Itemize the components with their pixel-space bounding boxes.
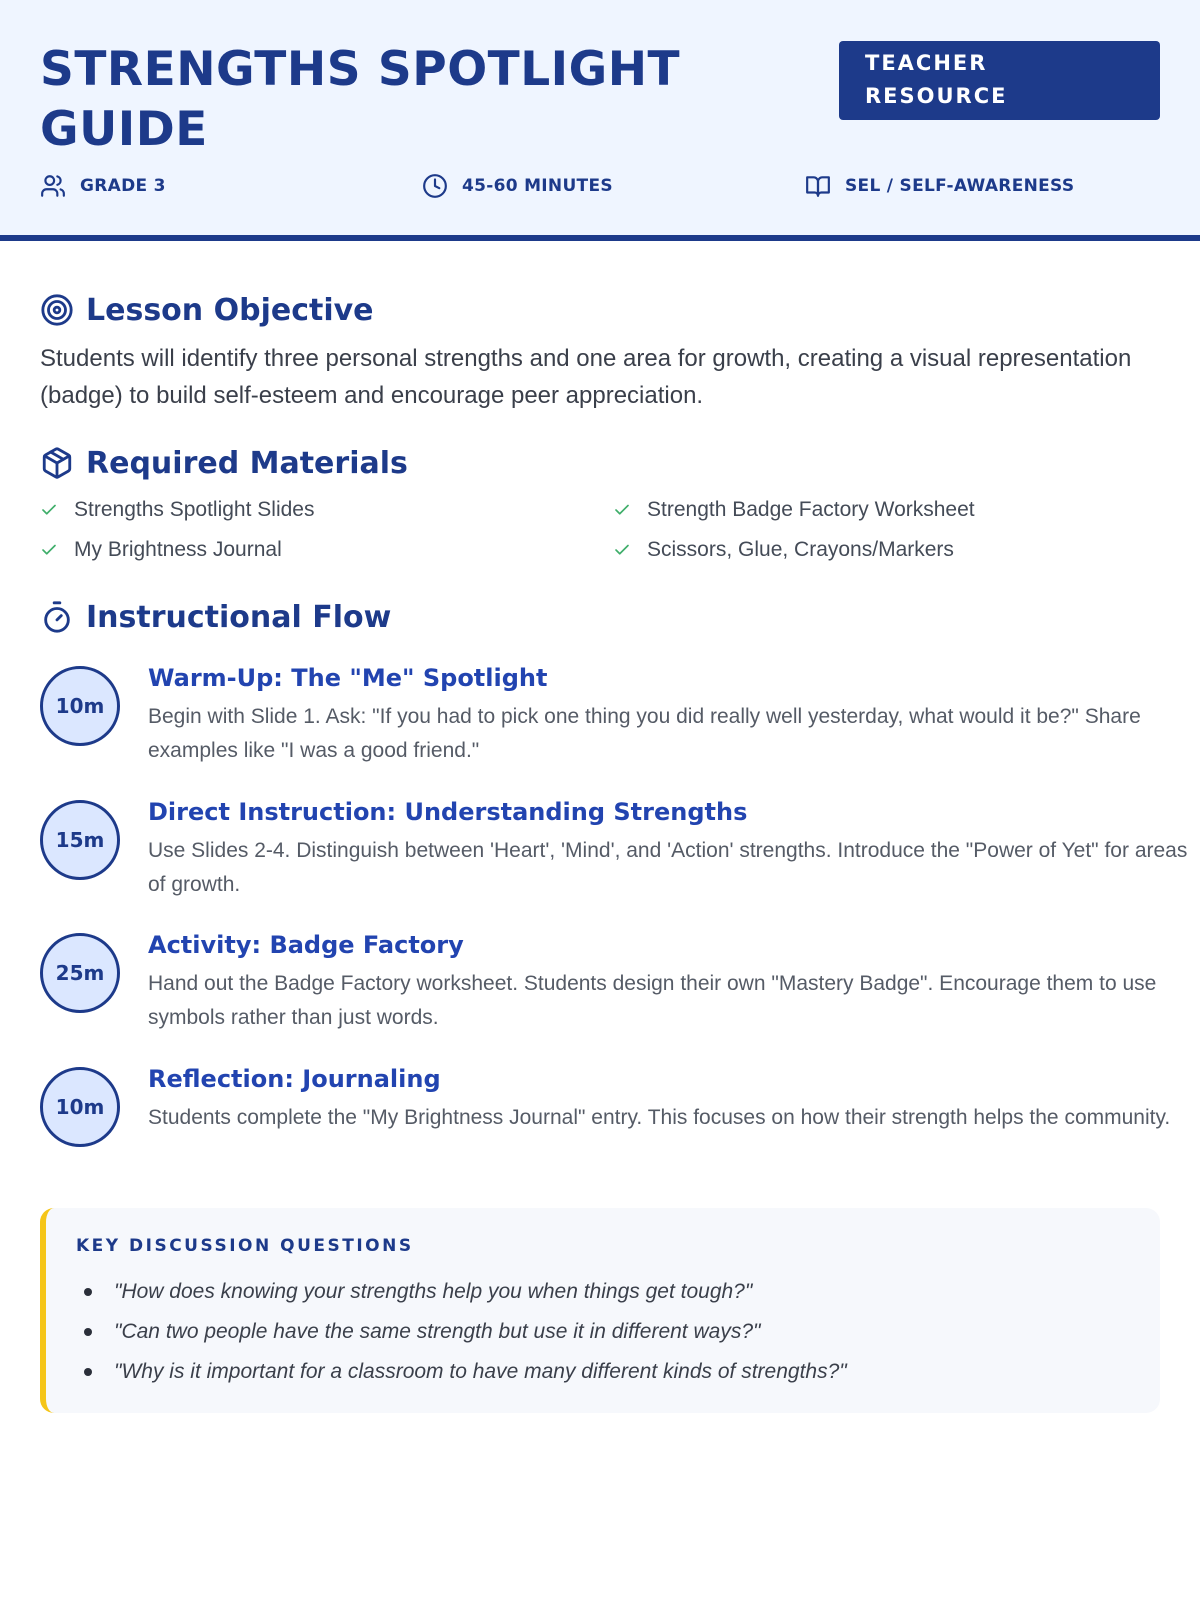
meta-duration: [422, 173, 613, 199]
step-title: Warm-Up: The "Me" Spotlight: [148, 664, 548, 692]
check-icon: [613, 501, 631, 519]
meta-duration-label: 45-60 MINUTES: [462, 176, 613, 196]
material-item: Strength Badge Factory Worksheet: [613, 495, 975, 525]
step-duration-badge: 10m: [40, 666, 120, 746]
teacher-resource-badge: TEACHER RESOURCE: [839, 41, 1160, 120]
users-icon: [40, 173, 66, 199]
meta-subject: [805, 173, 1074, 199]
step-duration-badge: 10m: [40, 1067, 120, 1147]
flow-step: [40, 660, 1160, 770]
flow-step: [40, 794, 1188, 904]
step-description: Use Slides 2-4. Distinguish between 'Heart', 'Mind', and 'Action' strengths. Introduce the "Power of Yet" for areas of growth.: [148, 839, 1188, 896]
meta-grade-label: GRADE 3: [80, 176, 166, 196]
step-description: Students complete the "My Brightness Journal" entry. This focuses on how their strength helps the community.: [148, 1106, 1171, 1129]
step-description: Hand out the Badge Factory worksheet. Students design their own "Mastery Badge". Encourage them to use symbols rather than just words.: [148, 972, 1157, 1029]
question-item: "Why is it important for a classroom to have many different kinds of strengths?": [76, 1352, 1130, 1392]
questions-heading: KEY DISCUSSION QUESTIONS: [76, 1236, 414, 1256]
page-title: STRENGTHS SPOTLIGHT GUIDE: [40, 42, 681, 157]
step-description: Begin with Slide 1. Ask: "If you had to pick one thing you did really well yesterday, what would it be?" Share examples like "I was a good friend.": [148, 705, 1141, 762]
meta-grade: [40, 173, 166, 199]
flow-heading: [40, 597, 391, 637]
material-item: My Brightness Journal: [40, 535, 282, 565]
check-icon: [613, 541, 631, 559]
materials-heading-text: Required Materials: [86, 445, 408, 481]
book-icon: [805, 173, 831, 199]
step-duration-badge: 15m: [40, 800, 120, 880]
clock-icon: [422, 173, 448, 199]
bullet-icon: [84, 1328, 92, 1336]
materials-heading: [40, 443, 408, 483]
flow-step: [40, 1061, 1171, 1171]
question-item: "Can two people have the same strength but use it in different ways?": [76, 1312, 1130, 1352]
timer-icon: [40, 600, 74, 634]
flow-heading-text: Instructional Flow: [86, 599, 392, 635]
bullet-icon: [84, 1368, 92, 1376]
header: [0, 0, 1200, 241]
objective-heading: [40, 290, 374, 330]
check-icon: [40, 501, 58, 519]
discussion-questions-box: [40, 1208, 1160, 1413]
meta-subject-label: SEL / SELF-AWARENESS: [845, 176, 1075, 196]
question-item: "How does knowing your strengths help you when things get tough?": [76, 1272, 1130, 1312]
material-item: Scissors, Glue, Crayons/Markers: [613, 535, 954, 565]
objective-heading-text: Lesson Objective: [86, 292, 374, 328]
check-icon: [40, 541, 58, 559]
step-title: Direct Instruction: Understanding Strengths: [148, 798, 748, 826]
material-item: Strengths Spotlight Slides: [40, 495, 314, 525]
objective-text: Students will identify three personal strengths and one area for growth, creating a visual representation (badge) to build self-esteem and encourage peer appreciation.: [40, 345, 1132, 409]
step-title: Reflection: Journaling: [148, 1065, 441, 1093]
bullet-icon: [84, 1288, 92, 1296]
flow-step: [40, 927, 1160, 1037]
target-icon: [40, 293, 74, 327]
package-icon: [40, 446, 74, 480]
step-title: Activity: Badge Factory: [148, 931, 464, 959]
step-duration-badge: 25m: [40, 933, 120, 1013]
